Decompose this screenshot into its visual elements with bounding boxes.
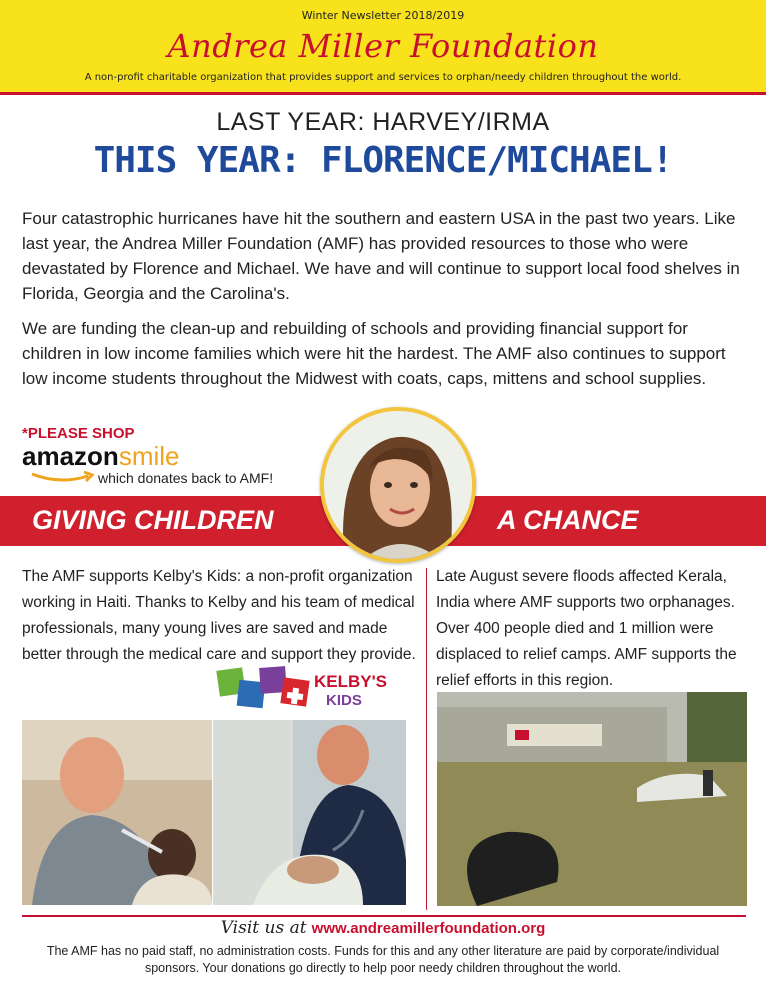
amazon-wordmark: amazon [22, 441, 119, 471]
headline-last-year: LAST YEAR: HARVEY/IRMA [216, 108, 550, 136]
amazon-smile-arrow-icon [30, 471, 96, 485]
banner-left-text: GIVING CHILDREN [32, 505, 274, 535]
photo-illustration-2 [213, 720, 406, 905]
portrait-illustration [324, 411, 472, 559]
footer-note: The AMF has no paid staff, no administration costs. Funds for this and any other literature are paid by corporate/individual sponsors. Your donations go directly to help poor needy children throughout the world. [46, 944, 720, 975]
newsletter-edition: Winter Newsletter 2018/2019 [301, 9, 465, 22]
photo-kerala-flood [437, 692, 747, 906]
donates-note: which donates back to AMF! [98, 470, 274, 486]
column-divider [426, 568, 427, 910]
please-shop-label: *PLEASE SHOP [22, 425, 135, 442]
andrea-portrait [320, 407, 476, 563]
kelbys-kids-logo [216, 661, 396, 715]
smile-wordmark: smile [118, 441, 180, 471]
kelbys-kids-paragraph: The AMF supports Kelby's Kids: a non-profit organization working in Haiti. Thanks to Kelby and his team of medical professionals, many young lives are saved and made better through the medical care and support they provide. [22, 568, 416, 663]
photo-doctor-examining-baby [213, 720, 406, 905]
footer-divider [22, 915, 746, 917]
intro-paragraph: Four catastrophic hurricanes have hit the southern and eastern USA in the past two years. Like last year, the Andrea Miller Foundation (AMF) has provided resources to those who were devastated by Florence and Michael. We have and will continue to support local food shelves in Florida, Georgia and the Carolina's. [22, 209, 740, 303]
funding-paragraph: We are funding the clean-up and rebuilding of schools and providing financial support for children in low income families which were hit the hardest. The AMF also continues to support low income students throughout the Midwest with coats, caps, mittens and school supplies. [22, 319, 726, 388]
foundation-tagline: A non-profit charitable organization that provides support and services to orphan/needy children throughout the world. [84, 72, 682, 83]
visit-us-prefix: Visit us at [220, 918, 307, 938]
kelbys-kids-logo-graphic [216, 661, 396, 715]
photo-illustration-3 [437, 692, 747, 906]
kelby-logo-line2: KIDS [326, 692, 362, 709]
newsletter-header [0, 0, 766, 95]
kelby-logo-line1: KELBY'S [314, 672, 387, 691]
headline-this-year: THIS YEAR: FLORENCE/MICHAEL! [93, 140, 673, 181]
kerala-floods-paragraph: Late August severe floods affected Kerala, India where AMF supports two orphanages. Over 400 people died and 1 million were displaced to relief camps. AMF supports the relief efforts in this region. [436, 568, 737, 689]
photo-doctor-feeding-baby [22, 720, 212, 905]
visit-us-line [0, 918, 766, 938]
website-link[interactable]: www.andreamillerfoundation.org [311, 920, 546, 937]
photo-illustration-1 [22, 720, 212, 905]
banner-right-text: A CHANCE [497, 505, 639, 535]
amazonsmile-logo[interactable] [22, 441, 179, 472]
foundation-title: Andrea Miller Foundation [167, 27, 599, 65]
